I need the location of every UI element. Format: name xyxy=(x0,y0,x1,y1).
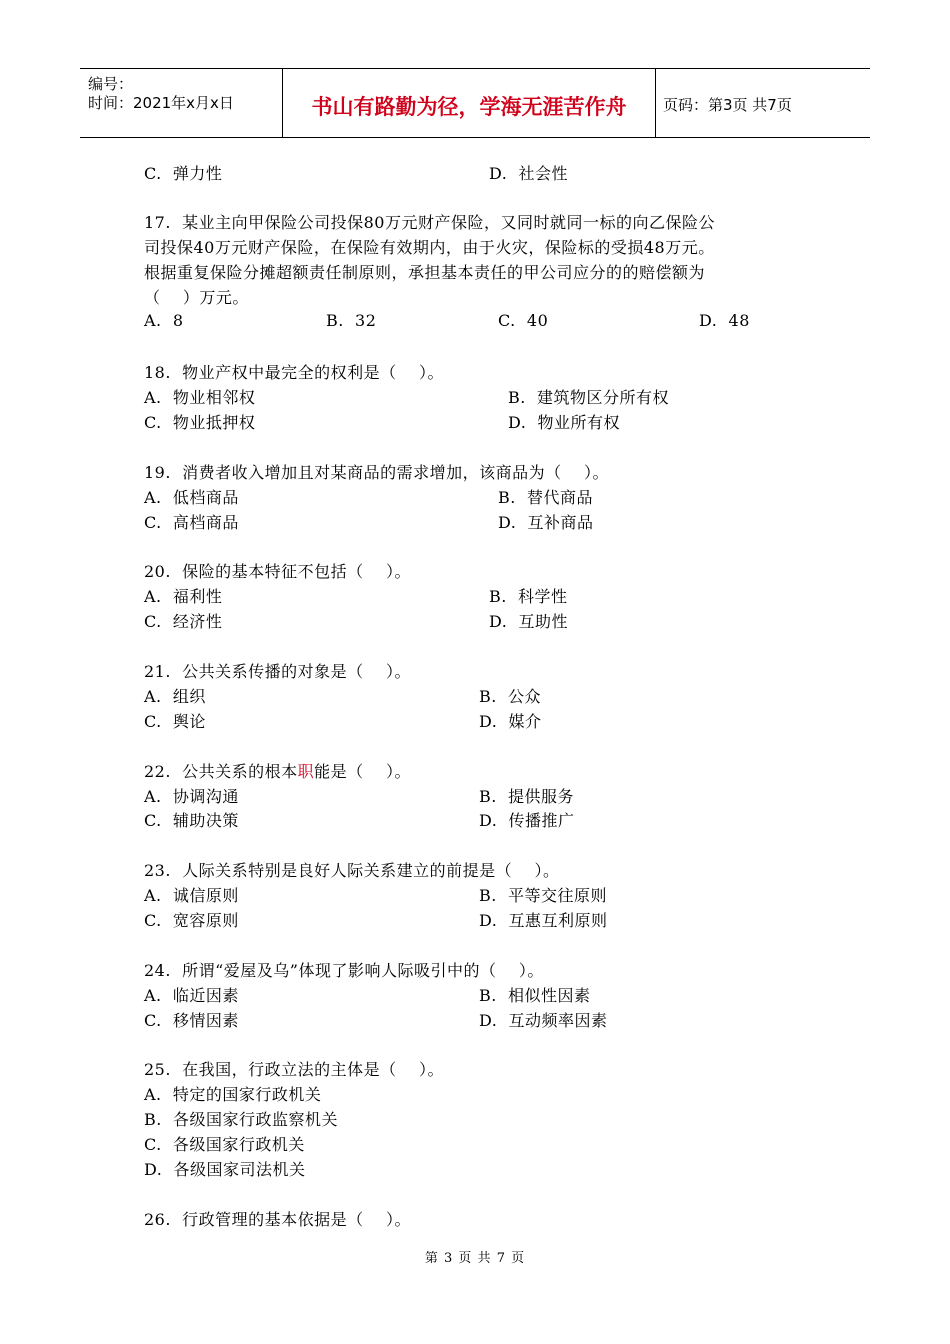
q24-option-a: A. 临近因素 xyxy=(144,986,239,1005)
q21-option-b: B. 公众 xyxy=(479,687,542,706)
q21-stem: 21. 公共关系传播的对象是（ ）。 xyxy=(144,662,411,681)
q22-stem-post: 能是（ ）。 xyxy=(314,762,411,781)
q22-stem-pre: 22. 公共关系的根本 xyxy=(144,762,298,781)
document-number-label: 编号： xyxy=(88,75,134,93)
q19-option-d: D. 互补商品 xyxy=(498,513,594,532)
q17-option-b: B. 32 xyxy=(326,311,377,330)
q23-stem: 23. 人际关系特别是良好人际关系建立的前提是（ ）。 xyxy=(144,861,560,880)
q25-option-d: D. 各级国家司法机关 xyxy=(144,1160,306,1179)
q19-stem: 19. 消费者收入增加且对某商品的需求增加，该商品为（ ）。 xyxy=(144,463,609,482)
q17-option-c: C. 40 xyxy=(498,311,549,330)
q24-option-d: D. 互动频率因素 xyxy=(479,1011,608,1030)
q26-stem: 26. 行政管理的基本依据是（ ）。 xyxy=(144,1210,411,1229)
q21-option-c: C. 舆论 xyxy=(144,712,206,731)
q16-option-c: C. 弹力性 xyxy=(144,164,223,183)
q21-option-d: D. 媒介 xyxy=(479,712,542,731)
header-motto: 书山有路勤为径，学海无涯苦作舟 xyxy=(311,95,627,119)
q25-option-a: A. 特定的国家行政机关 xyxy=(144,1085,322,1104)
q18-option-d: D. 物业所有权 xyxy=(508,413,621,432)
header-left-cell xyxy=(80,69,282,137)
header-motto-cell xyxy=(282,69,656,137)
page-header xyxy=(80,68,870,138)
header-right-cell xyxy=(655,69,870,137)
q25-option-b: B. 各级国家行政监察机关 xyxy=(144,1110,339,1129)
q17-option-a: A. 8 xyxy=(144,311,184,330)
q23-option-d: D. 互惠互利原则 xyxy=(479,911,608,930)
q25-option-c: C. 各级国家行政机关 xyxy=(144,1135,305,1154)
q20-option-c: C. 经济性 xyxy=(144,612,223,631)
q17-stem-line2: 司投保40万元财产保险，在保险有效期内，由于火灾，保险标的受损48万元。 xyxy=(144,238,715,257)
q20-option-a: A. 福利性 xyxy=(144,587,223,606)
q18-stem: 18. 物业产权中最完全的权利是（ ）。 xyxy=(144,363,444,382)
q20-option-b: B. 科学性 xyxy=(489,587,568,606)
header-page-label: 页码：第3页 共7页 xyxy=(663,96,792,114)
document-date-label: 时间：2021年x月x日 xyxy=(88,94,234,112)
q21-option-a: A. 组织 xyxy=(144,687,206,706)
q19-option-a: A. 低档商品 xyxy=(144,488,239,507)
q23-option-b: B. 平等交往原则 xyxy=(479,886,608,905)
q18-option-b: B. 建筑物区分所有权 xyxy=(508,388,670,407)
q24-stem: 24. 所谓“爱屋及乌”体现了影响人际吸引中的（ ）。 xyxy=(144,961,544,980)
q17-stem-line1: 17. 某业主向甲保险公司投保80万元财产保险，又同时就同一标的向乙保险公 xyxy=(144,213,715,232)
q17-stem-line3: 根据重复保险分摊超额责任制原则，承担基本责任的甲公司应分的的赔偿额为 xyxy=(144,263,706,282)
q20-option-d: D. 互助性 xyxy=(489,612,569,631)
q17-stem-line4: （ ）万元。 xyxy=(144,288,249,307)
q24-option-b: B. 相似性因素 xyxy=(479,986,591,1005)
q19-option-b: B. 替代商品 xyxy=(498,488,594,507)
q23-option-c: C. 宽容原则 xyxy=(144,911,239,930)
q22-option-a: A. 协调沟通 xyxy=(144,787,239,806)
q20-stem: 20. 保险的基本特征不包括（ ）。 xyxy=(144,562,411,581)
q19-option-c: C. 高档商品 xyxy=(144,513,239,532)
q22-stem xyxy=(144,759,411,782)
page-footer: 第 3 页 共 7 页 xyxy=(424,1251,526,1266)
q23-option-a: A. 诚信原则 xyxy=(144,886,239,905)
q22-option-c: C. 辅助决策 xyxy=(144,811,239,830)
q22-stem-highlight: 职 xyxy=(297,762,315,781)
q18-option-c: C. 物业抵押权 xyxy=(144,413,256,432)
q25-stem: 25. 在我国，行政立法的主体是（ ）。 xyxy=(144,1060,444,1079)
q22-option-b: B. 提供服务 xyxy=(479,787,575,806)
q18-option-a: A. 物业相邻权 xyxy=(144,388,256,407)
q17-option-d: D. 48 xyxy=(699,311,750,330)
q22-option-d: D. 传播推广 xyxy=(479,811,575,830)
q24-option-c: C. 移情因素 xyxy=(144,1011,239,1030)
q16-option-d: D. 社会性 xyxy=(489,164,569,183)
